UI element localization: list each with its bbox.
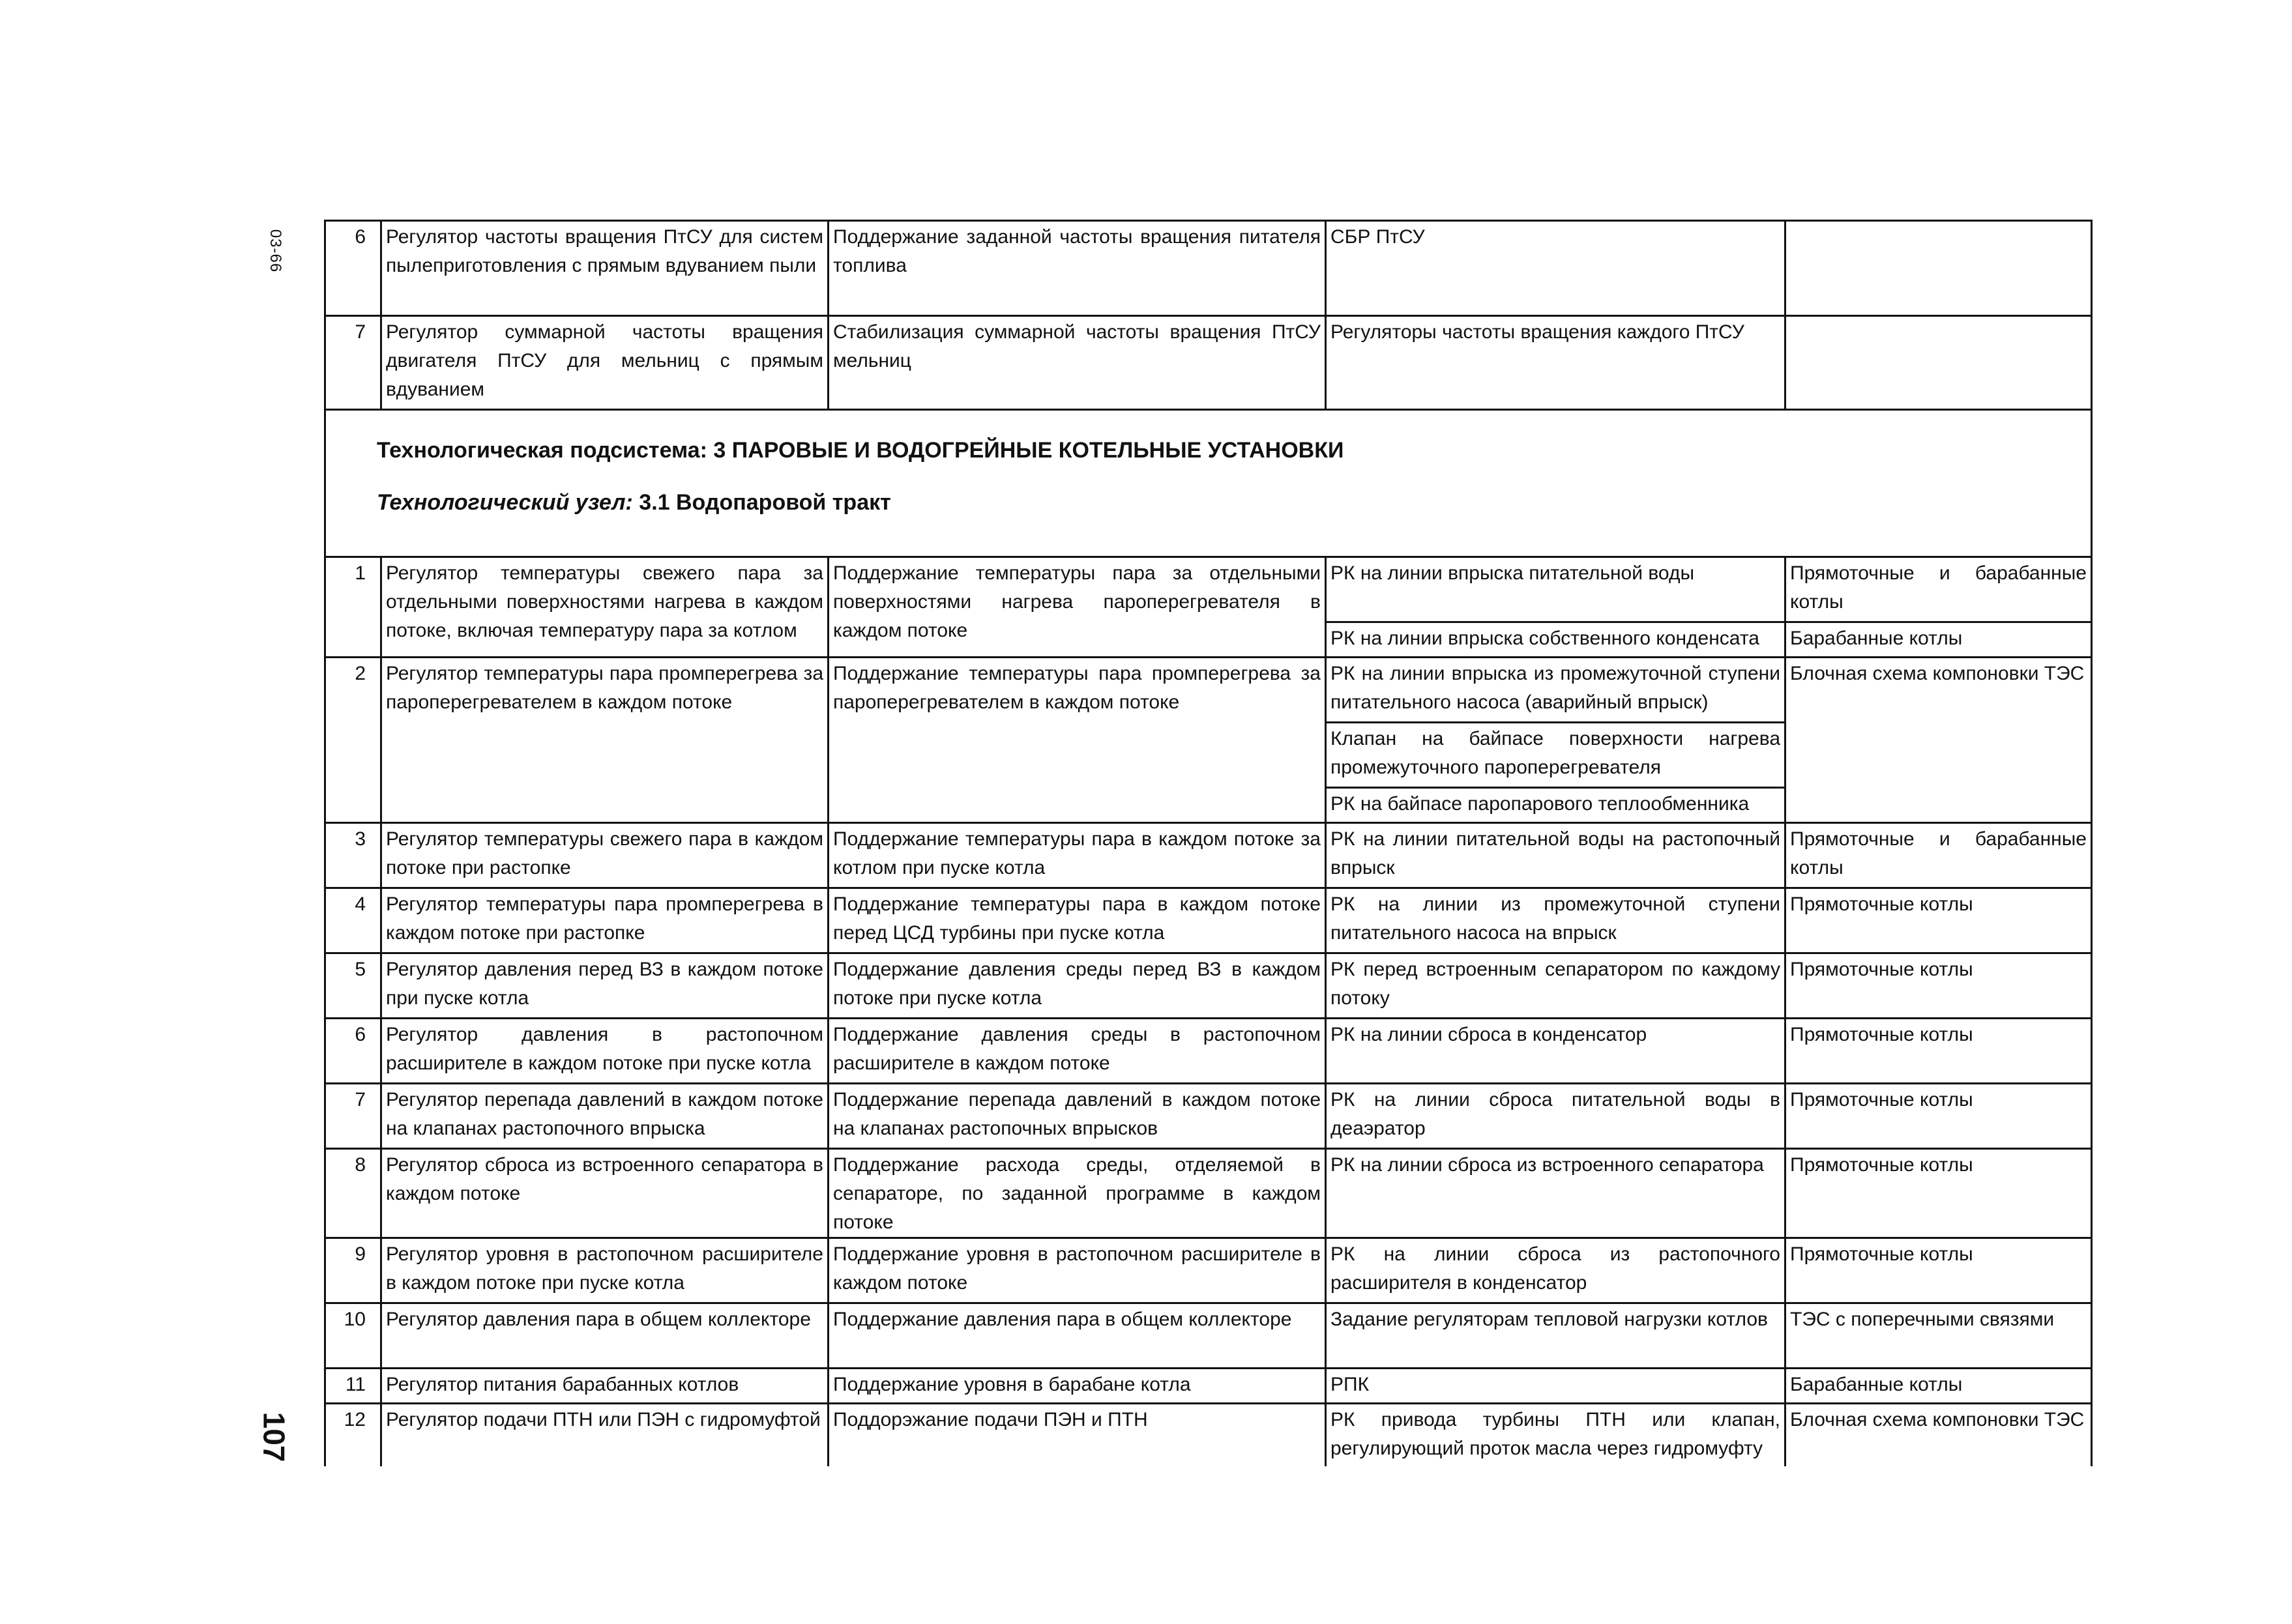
regulator-note: ТЭС с поперечными связями (1785, 1303, 2092, 1369)
regulator-purpose: Поддержание заданной частоты вращения питателя топлива (829, 221, 1326, 316)
regulator-actuator: СБР ПтСУ (1326, 221, 1785, 316)
regulator-actuator: РК на линии из промежуточной ступени питательного насоса на впрыск (1326, 888, 1785, 953)
regulator-name: Регулятор температуры свежего пара за отдельными поверхностями нагрева в каждом потоке, включая температуру пара за котлом (381, 557, 829, 658)
regulator-purpose: Поддержание давления пара в общем коллекторе (829, 1303, 1326, 1369)
regulator-name: Регулятор температуры свежего пара в каждом потоке при растопке (381, 823, 829, 888)
table-row (325, 823, 2092, 888)
document-code: 03-66 (267, 229, 285, 273)
regulator-name: Регулятор давления в растопочном расширителе в каждом потоке при пуске котла (381, 1019, 829, 1084)
regulator-actuator: РК на байпасе паропарового теплообменника (1326, 788, 1785, 823)
regulator-purpose: Поддержание расхода среды, отделяемой в сепараторе, по заданной программе в каждом потоке (829, 1149, 1326, 1238)
node-heading: Технологический узел: 3.1 Водопаровой тракт (377, 490, 891, 515)
regulator-actuator: РК на линии сброса из растопочного расширителя в конденсатор (1326, 1238, 1785, 1303)
regulator-purpose: Стабилизация суммарной частоты вращения ПтСУ мельниц (829, 316, 1326, 410)
regulator-purpose: Поддержание давления среды перед ВЗ в каждом потоке при пуске котла (829, 953, 1326, 1019)
regulator-purpose: Поддержание уровня в растопочном расширителе в каждом потоке (829, 1238, 1326, 1303)
table-row (325, 221, 2092, 316)
regulator-purpose: Поддержание температуры пара промперегрева за пароперегревателем в каждом потоке (829, 658, 1326, 823)
regulator-name: Регулятор давления перед ВЗ в каждом потоке при пуске котла (381, 953, 829, 1019)
table-row (325, 953, 2092, 1019)
regulator-name: Регулятор сброса из встроенного сепаратора в каждом потоке (381, 1149, 829, 1238)
regulator-note (1785, 316, 2092, 410)
row-number: 2 (325, 658, 381, 823)
regulator-name: Регулятор перепада давлений в каждом потоке на клапанах растопочного впрыска (381, 1084, 829, 1149)
regulator-note: Барабанные котлы (1785, 1369, 2092, 1404)
regulator-actuator: РК перед встроенным сепаратором по каждому потоку (1326, 953, 1785, 1019)
regulator-actuator: РК на линии питательной воды на растопочный впрыск (1326, 823, 1785, 888)
regulator-actuator: РК привода турбины ПТН или клапан, регулирующий проток масла через гидромуфту (1326, 1404, 1785, 1466)
section-header-row (325, 410, 2092, 557)
regulator-note: Прямоточные котлы (1785, 953, 2092, 1019)
regulator-actuator: РК на линии сброса питательной воды в деаэратор (1326, 1084, 1785, 1149)
regulator-note: Барабанные котлы (1785, 622, 2092, 658)
table-row (325, 888, 2092, 953)
regulators-table (324, 220, 2093, 1466)
regulator-actuator: РПК (1326, 1369, 1785, 1404)
regulator-actuator: Задание регуляторам тепловой нагрузки котлов (1326, 1303, 1785, 1369)
table-row (325, 557, 2092, 622)
table-row (325, 316, 2092, 410)
regulator-purpose: Поддержание температуры пара в каждом потоке за котлом при пуске котла (829, 823, 1326, 888)
row-number: 6 (325, 1019, 381, 1084)
regulator-note (1785, 221, 2092, 316)
table-row (325, 1303, 2092, 1369)
regulator-name: Регулятор частоты вращения ПтСУ для систем пылеприготовления с прямым вдуванием пыли (381, 221, 829, 316)
regulator-actuator: РК на линии впрыска питательной воды (1326, 557, 1785, 622)
table-row (325, 1019, 2092, 1084)
row-number: 11 (325, 1369, 381, 1404)
regulator-purpose: Поддержание температуры пара в каждом потоке перед ЦСД турбины при пуске котла (829, 888, 1326, 953)
regulator-name: Регулятор питания барабанных котлов (381, 1369, 829, 1404)
regulator-note: Прямоточные и барабанные котлы (1785, 823, 2092, 888)
regulator-actuator: Регуляторы частоты вращения каждого ПтСУ (1326, 316, 1785, 410)
row-number: 7 (325, 316, 381, 410)
row-number: 10 (325, 1303, 381, 1369)
regulator-actuator: Клапан на байпасе поверхности нагрева промежуточного пароперегревателя (1326, 723, 1785, 788)
regulator-name: Регулятор суммарной частоты вращения двигателя ПтСУ для мельниц с прямым вдуванием (381, 316, 829, 410)
table-row (325, 1149, 2092, 1238)
regulator-purpose: Поддержание перепада давлений в каждом потоке на клапанах растопочных впрысков (829, 1084, 1326, 1149)
row-number: 12 (325, 1404, 381, 1466)
row-number: 7 (325, 1084, 381, 1149)
regulator-purpose: Поддорэжание подачи ПЭН и ПТН (829, 1404, 1326, 1466)
regulator-actuator: РК на линии впрыска собственного конденсата (1326, 622, 1785, 658)
table-row (325, 658, 2092, 723)
row-number: 5 (325, 953, 381, 1019)
regulator-purpose: Поддержание температуры пара за отдельными поверхностями нагрева пароперегревателя в каждом потоке (829, 557, 1326, 658)
regulator-name: Регулятор подачи ПТН или ПЭН с гидромуфтой (381, 1404, 829, 1466)
regulator-note: Прямоточные котлы (1785, 1019, 2092, 1084)
page-number: 107 (257, 1412, 291, 1462)
row-number: 3 (325, 823, 381, 888)
table-row (325, 1084, 2092, 1149)
row-number: 9 (325, 1238, 381, 1303)
regulator-actuator: РК на линии впрыска из промежуточной ступени питательного насоса (аварийный впрыск) (1326, 658, 1785, 723)
regulator-note: Прямоточные котлы (1785, 1084, 2092, 1149)
subsystem-heading: Технологическая подсистема: 3 ПАРОВЫЕ И ВОДОГРЕЙНЫЕ КОТЕЛЬНЫЕ УСТАНОВКИ (377, 438, 1344, 463)
regulator-note: Прямоточные котлы (1785, 1238, 2092, 1303)
row-number: 4 (325, 888, 381, 953)
row-number: 6 (325, 221, 381, 316)
row-number: 1 (325, 557, 381, 658)
regulator-note: Блочная схема компоновки ТЭС (1785, 658, 2092, 823)
regulator-actuator: РК на линии сброса в конденсатор (1326, 1019, 1785, 1084)
regulator-note: Блочная схема компоновки ТЭС (1785, 1404, 2092, 1466)
regulator-name: Регулятор давления пара в общем коллекторе (381, 1303, 829, 1369)
row-number: 8 (325, 1149, 381, 1238)
regulator-actuator: РК на линии сброса из встроенного сепаратора (1326, 1149, 1785, 1238)
regulator-name: Регулятор уровня в растопочном расширителе в каждом потоке при пуске котла (381, 1238, 829, 1303)
regulator-purpose: Поддержание уровня в барабане котла (829, 1369, 1326, 1404)
regulator-name: Регулятор температуры пара промперегрева в каждом потоке при растопке (381, 888, 829, 953)
table-row (325, 1369, 2092, 1404)
regulator-name: Регулятор температуры пара промперегрева за пароперегревателем в каждом потоке (381, 658, 829, 823)
regulator-purpose: Поддержание давления среды в растопочном расширителе в каждом потоке (829, 1019, 1326, 1084)
regulator-note: Прямоточные котлы (1785, 888, 2092, 953)
regulator-note: Прямоточные и барабанные котлы (1785, 557, 2092, 622)
table-row (325, 1238, 2092, 1303)
regulator-note: Прямоточные котлы (1785, 1149, 2092, 1238)
table-row (325, 1404, 2092, 1466)
section-header (325, 410, 2092, 557)
